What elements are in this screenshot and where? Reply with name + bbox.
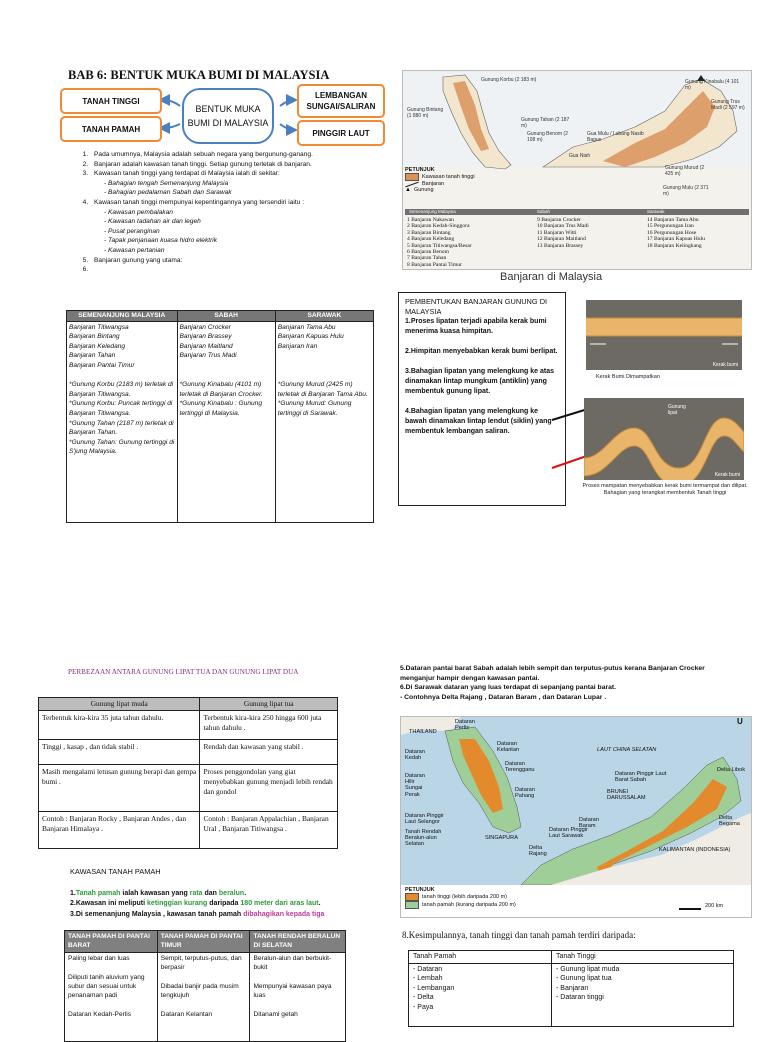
map-label: Gunung Kinabalu (4 101 m) [685,79,740,91]
list-item: 1 Banjaran Nakawan [407,217,454,223]
formation-image-bottom [584,398,744,480]
table-header: SABAH [177,311,275,322]
formation-step-4: 4.Bahagian lipatan yang melengkung ke bawah dinamakan lintap lendut (siklin) yang membentuk lembangan saliran. [405,408,552,435]
point-4 [90,198,390,256]
legend-item: ▲ Gunung [405,187,434,193]
map-label: Dataran Pahang [515,787,535,800]
mindmap-node-tanah-pamah: TANAH PAMAH [60,116,162,142]
points-list [70,150,390,275]
comparison-title: PERBEZAAN ANTARA GUNUNG LIPAT TUA DAN GUNUNG LIPAT DUA [68,668,299,676]
map-label: LAUT CHINA SELATAN [597,747,657,753]
legend-title: PETUNJUK [405,167,435,173]
map-banjaran [402,70,752,270]
mindmap-center: BENTUK MUKA BUMI DI MALAYSIA [182,88,274,144]
list-item: - Bahagian tengah Semenanjung Malaysia [110,179,390,189]
map-label: Gunung Tahan (2 187 m) [521,117,570,129]
formation-caption-top: Kerak Bumi Dimampatkan [596,374,660,380]
formation-step-1: 1.Proses lipatan terjadi apabila kerak bumi menerima kuasa himpitan. [405,318,547,335]
list-item: 10 Banjaran Trus Madi [537,223,589,230]
formation-caption-bottom: Proses mampatan menyebabkan kerak bumi termampat dan dilipat. Bahagian yang terangkat membentuk Tanah tinggi [582,483,748,497]
conclusion-table [408,950,734,1027]
map-label: Dataran Pinggir Laut Barat Sabah [615,771,667,784]
table-row: Terbentuk kira-kira 35 juta tahun dahulu. Terbentuk kira-kira 250 hingga 600 juta tahun dahulu . [39,711,338,740]
peaks-semenanjung: *Gunung Korbu (2183 m) terletak di Banjaran Titiwangsa. *Gunung Korbu: Puncak tertinggi di Banjaran Titiwangsa. *Gunung Tahan (2187 m) terletak di Banjaran Tahan. *Gunung Tahan: Gunung tertinggi di S'jung Malaysia. [69,381,175,456]
formation-title: PEMBENTUKAN BANJARAN GUNUNG DI MALAYSIA [405,297,548,316]
table-header: SARAWAK [275,311,373,322]
map-label: Dataran Hilir Sungai Perak [405,773,425,798]
list-item: - Kawasan pertanian [110,246,390,256]
map-label: Gunung Korbu (2 183 m) [481,77,537,83]
list-item: 2 Banjaran Kedah-Singgora [407,223,470,230]
formation-step-3: 3.Bahagian lipatan yang melengkung ke atas dinamakan lintap mungkum (antiklin) yang membentuk gunung lipat. [405,368,554,395]
table-row [67,321,374,522]
legend-item: Kawasan tanah tinggi [405,173,475,181]
map-label: Dataran Terengganu [505,761,535,774]
list-item: 4 Banjaran Keledang [407,236,455,243]
map-tanah-pamah [400,716,752,918]
map-label: Gua Niah [569,153,591,159]
map-list-header: Semenanjung Malaysia Sabah Sarawak [405,209,749,215]
map-label: Delta Libok [717,767,745,773]
map-label: Dataran Kedah [405,749,425,762]
mindmap-node-lembangan: LEMBANGAN SUNGAI/SALIRAN [297,84,385,118]
map2-scale: 200 km [705,903,724,909]
ranges-semenanjung: Banjaran Titiwangsa Banjaran Bintang Banjaran Keledang Banjaran Tahan Banjaran Pantai Timur [69,323,135,369]
table-header: TANAH RENDAH BERALUN DI SELATAN [250,931,346,953]
ranges-sarawak: Banjaran Tama Abu Banjaran Kapuas Hulu Banjaran Iran [277,323,344,350]
lowland-point-3: 3.Di semenanjung Malaysia , kawasan tanah pamah dibahagikan kepada tiga [70,910,325,918]
point-3 [90,169,390,198]
map2-legend [405,887,516,909]
point-6 [90,265,390,275]
map-label: Gunung Mulu (2 371 m) [663,185,709,197]
list-item: 3 Banjaran Bintang [407,229,451,236]
formation-step-2: 2.Himpitan menyebabkan kerak bumi berlipat. [405,348,558,355]
lowland-points [70,889,360,920]
mindmap-node-pinggir-laut: PINGGIR LAUT [297,120,385,146]
lowland-table [64,930,346,1042]
list-item: 13 Banjaran Brassey [537,242,584,249]
list-item: 8 Banjaran Pantai Timur [407,261,462,268]
mindmap-node-tanah-tinggi: TANAH TINGGI [60,88,162,114]
table-header: SEMENANJUNG MALAYSIA [67,311,178,322]
fold-label-mountain: Gunung lipat [668,404,686,416]
list-item: 15 Pergunungan Iran [647,223,694,230]
map-legend [405,167,475,193]
legend-item: Banjaran [405,181,475,187]
table-header: TANAH PAMAH DI PANTAI BARAT [65,931,158,953]
legend-title: PETUNJUK [405,887,435,893]
map-label: SINGAPURA [485,835,518,841]
list-item: 14 Banjaran Tama Abu [647,217,699,223]
map-list-b [537,217,645,249]
point-4-sublist [94,208,390,256]
peaks-sabah: *Gunung Kinabalu (4101 m) terletak di Banjaran Crocker. *Gunung Kinabalu : Gunung tertinggi di Malaysia. [179,381,263,417]
map-label: Delta Rajang [529,845,547,858]
ranges-table [66,310,374,523]
legend-item: tanah pamah (kurang daripada 200 m) [405,901,516,909]
table-row: Masih mengalami letusan gunung berapi dan gempa bumi . Proses penggondolan yang giat menyebabkan gunung menjadi lebih rendah dan gondol [39,765,338,812]
strata-graphic [586,300,742,370]
point-3-text: Kawasan tanah tinggi yang terdapat di Malaysia ialah di sekitar: [94,170,280,178]
map-label: Gunung Bintang (1 880 m) [407,107,444,119]
list-item: 6 Banjaran Benom [407,249,449,256]
map-label: Dataran Pinggir Laut Sarawak [549,827,588,840]
map2-labels [401,717,751,885]
sabah-sarawak-text [400,664,730,702]
formation-image-top [586,300,742,370]
list-item: 17 Banjaran Kapuas Hulu [647,236,705,243]
map-label: Gunung Benom (2 108 m) [527,131,568,143]
lowland-point-2: 2.Kawasan ini meliputi ketinggian kurang daripada 180 meter dari aras laut. [70,900,321,908]
table-row: Tinggi , kasap , dan tidak stabil . Rendah dan kawasan yang stabil . [39,740,338,765]
formation-box [398,292,566,506]
point-5b: 5.Dataran pantai barat Sabah adalah lebih sempit dan terputus-putus kerana Banjaran Crocker menganjur hampir dengan kawasan pantai. [400,665,705,682]
list-item: 12 Banjaran Maitland [537,236,586,243]
list-item: 16 Pergunungan Hose [647,229,697,236]
map-label: Gunung Trus Madi (2 597 m) [711,99,745,111]
map-label: Delta Begama [719,815,740,828]
table-row: Contoh : Banjaran Rocky , Banjaran Andes , dan Banjaran Himalaya . Contoh : Banjaran Appalachian , Banjaran Ural , Banjaran Titiwangsa . [39,812,338,849]
legend-item: tanah tinggi (lebih daripada 200 m) [405,893,516,901]
point-3-sublist [94,179,390,198]
list-item: 7 Banjaran Tahan [407,255,447,262]
table-header: Gunung lipat tua [200,698,338,711]
ranges-sabah: Banjaran Crocker Banjaran Brassey Banjaran Maitland Banjaran Trus Madi [179,323,237,360]
point-6b-example: - Contohnya Delta Rajang , Dataran Baram , dan Dataran Lupar . [400,693,607,701]
strata-label: Kerak bumi [712,362,738,368]
map-label: THAILAND [409,729,437,735]
comparison-table [38,697,338,849]
table-row: - Dataran - Lembah - Lembangan - Delta - Paya - Gunung lipat muda - Gunung lipat tua - Banjaran - Dataran tinggi [409,963,734,1026]
list-item: - Tapak penjanaan kuasa hidro elektrik [110,236,390,246]
peaks-sarawak: *Gunung Murud (2425 m) terletak di Banjaran Tama Abu. *Gunung Murud: Gunung tertinggi di Sarawak. [277,381,368,417]
map-label: Dataran Kelantan [497,741,520,754]
point-1: 1. Pada umumnya, Malaysia adalah sebuah negara yang bergunung-ganang. [90,150,390,160]
map-list-c [647,217,747,249]
lowland-point-1: 1.Tanah pamah ialah kawasan yang rata dan beralun. [70,890,247,897]
point-6b: 6.Di Sarawak dataran yang luas terdapat di sepanjang pantai barat. [400,684,617,692]
map-label: Dataran Pinggir Laut Selangor [405,813,444,826]
map-list-a [407,217,535,268]
map-label: Tanah Rendah Beralun-alun Selatan [405,829,442,848]
point-4-text: Kawasan tanah tinggi mempunyai kepentingannya yang tersendiri iaitu : [94,198,305,206]
conclusion-text: 8.Kesimpulannya, tanah tinggi dan tanah pamah terdiri daripada: [402,930,636,940]
map-label: KALIMANTAN (INDONESIA) [659,847,731,853]
point-2: 2. Banjaran adalah kawasan tanah tinggi. Setiap gunung terletak di banjaran. [90,160,390,170]
table-header: TANAH PAMAH DI PANTAI TIMUR [157,931,250,953]
map-label: Dataran Baram [579,817,599,830]
north-arrow-icon: U [737,717,743,726]
map-label: BRUNEI DARUSSALAM [607,789,646,802]
fold-graphic [584,398,744,480]
map-caption: Banjaran di Malaysia [500,271,603,283]
list-item: 18 Banjaran Kelingkang [647,242,702,249]
list-item: - Kawasan tadahan air dan legeh [110,217,390,227]
page-title: BAB 6: BENTUK MUKA BUMI DI MALAYSIA [68,68,330,82]
table-row: Paling lebar dan luas Diliputi tanih aluvium yang subur dan sesuai untuk penanaman padi Dataran Kedah-Perlis Sempit, terputus-putus, dan berpasir Dibadai banjir pada musim tengkujuh Dataran Kelantan Beralun-alun dan berbukit-bukit Mempunyai kawasan paya luas Ditanami getah [65,952,346,1041]
point-5: 5. Banjaran gunung yang utama: [90,256,390,266]
table-header: Gunung lipat muda [39,698,200,711]
list-item: 11 Banjaran Witti [537,229,577,236]
list-item: - Pusat peranginan [110,227,390,237]
list-item: 9 Banjaran Crocker [537,217,581,223]
lowland-title: KAWASAN TANAH PAMAH [70,867,161,876]
table-header: Tanah Pamah [409,951,552,964]
table-header: Tanah Tinggi [552,951,734,964]
fold-label-crust: Kerak bumi [714,472,740,478]
list-item: - Kawasan pembalakan [110,208,390,218]
list-item: 5 Banjaran Titiwangsa/Besar [407,242,472,249]
map-label: Gunung Murud (2 425 m) [665,165,705,177]
list-item: - Bahagian pedalaman Sabah dan Sarawak [110,188,390,198]
map-label: Dataran Perlis [455,719,475,732]
map-label: Gua Mulu / Lubang Nasib Bagus [587,131,644,143]
